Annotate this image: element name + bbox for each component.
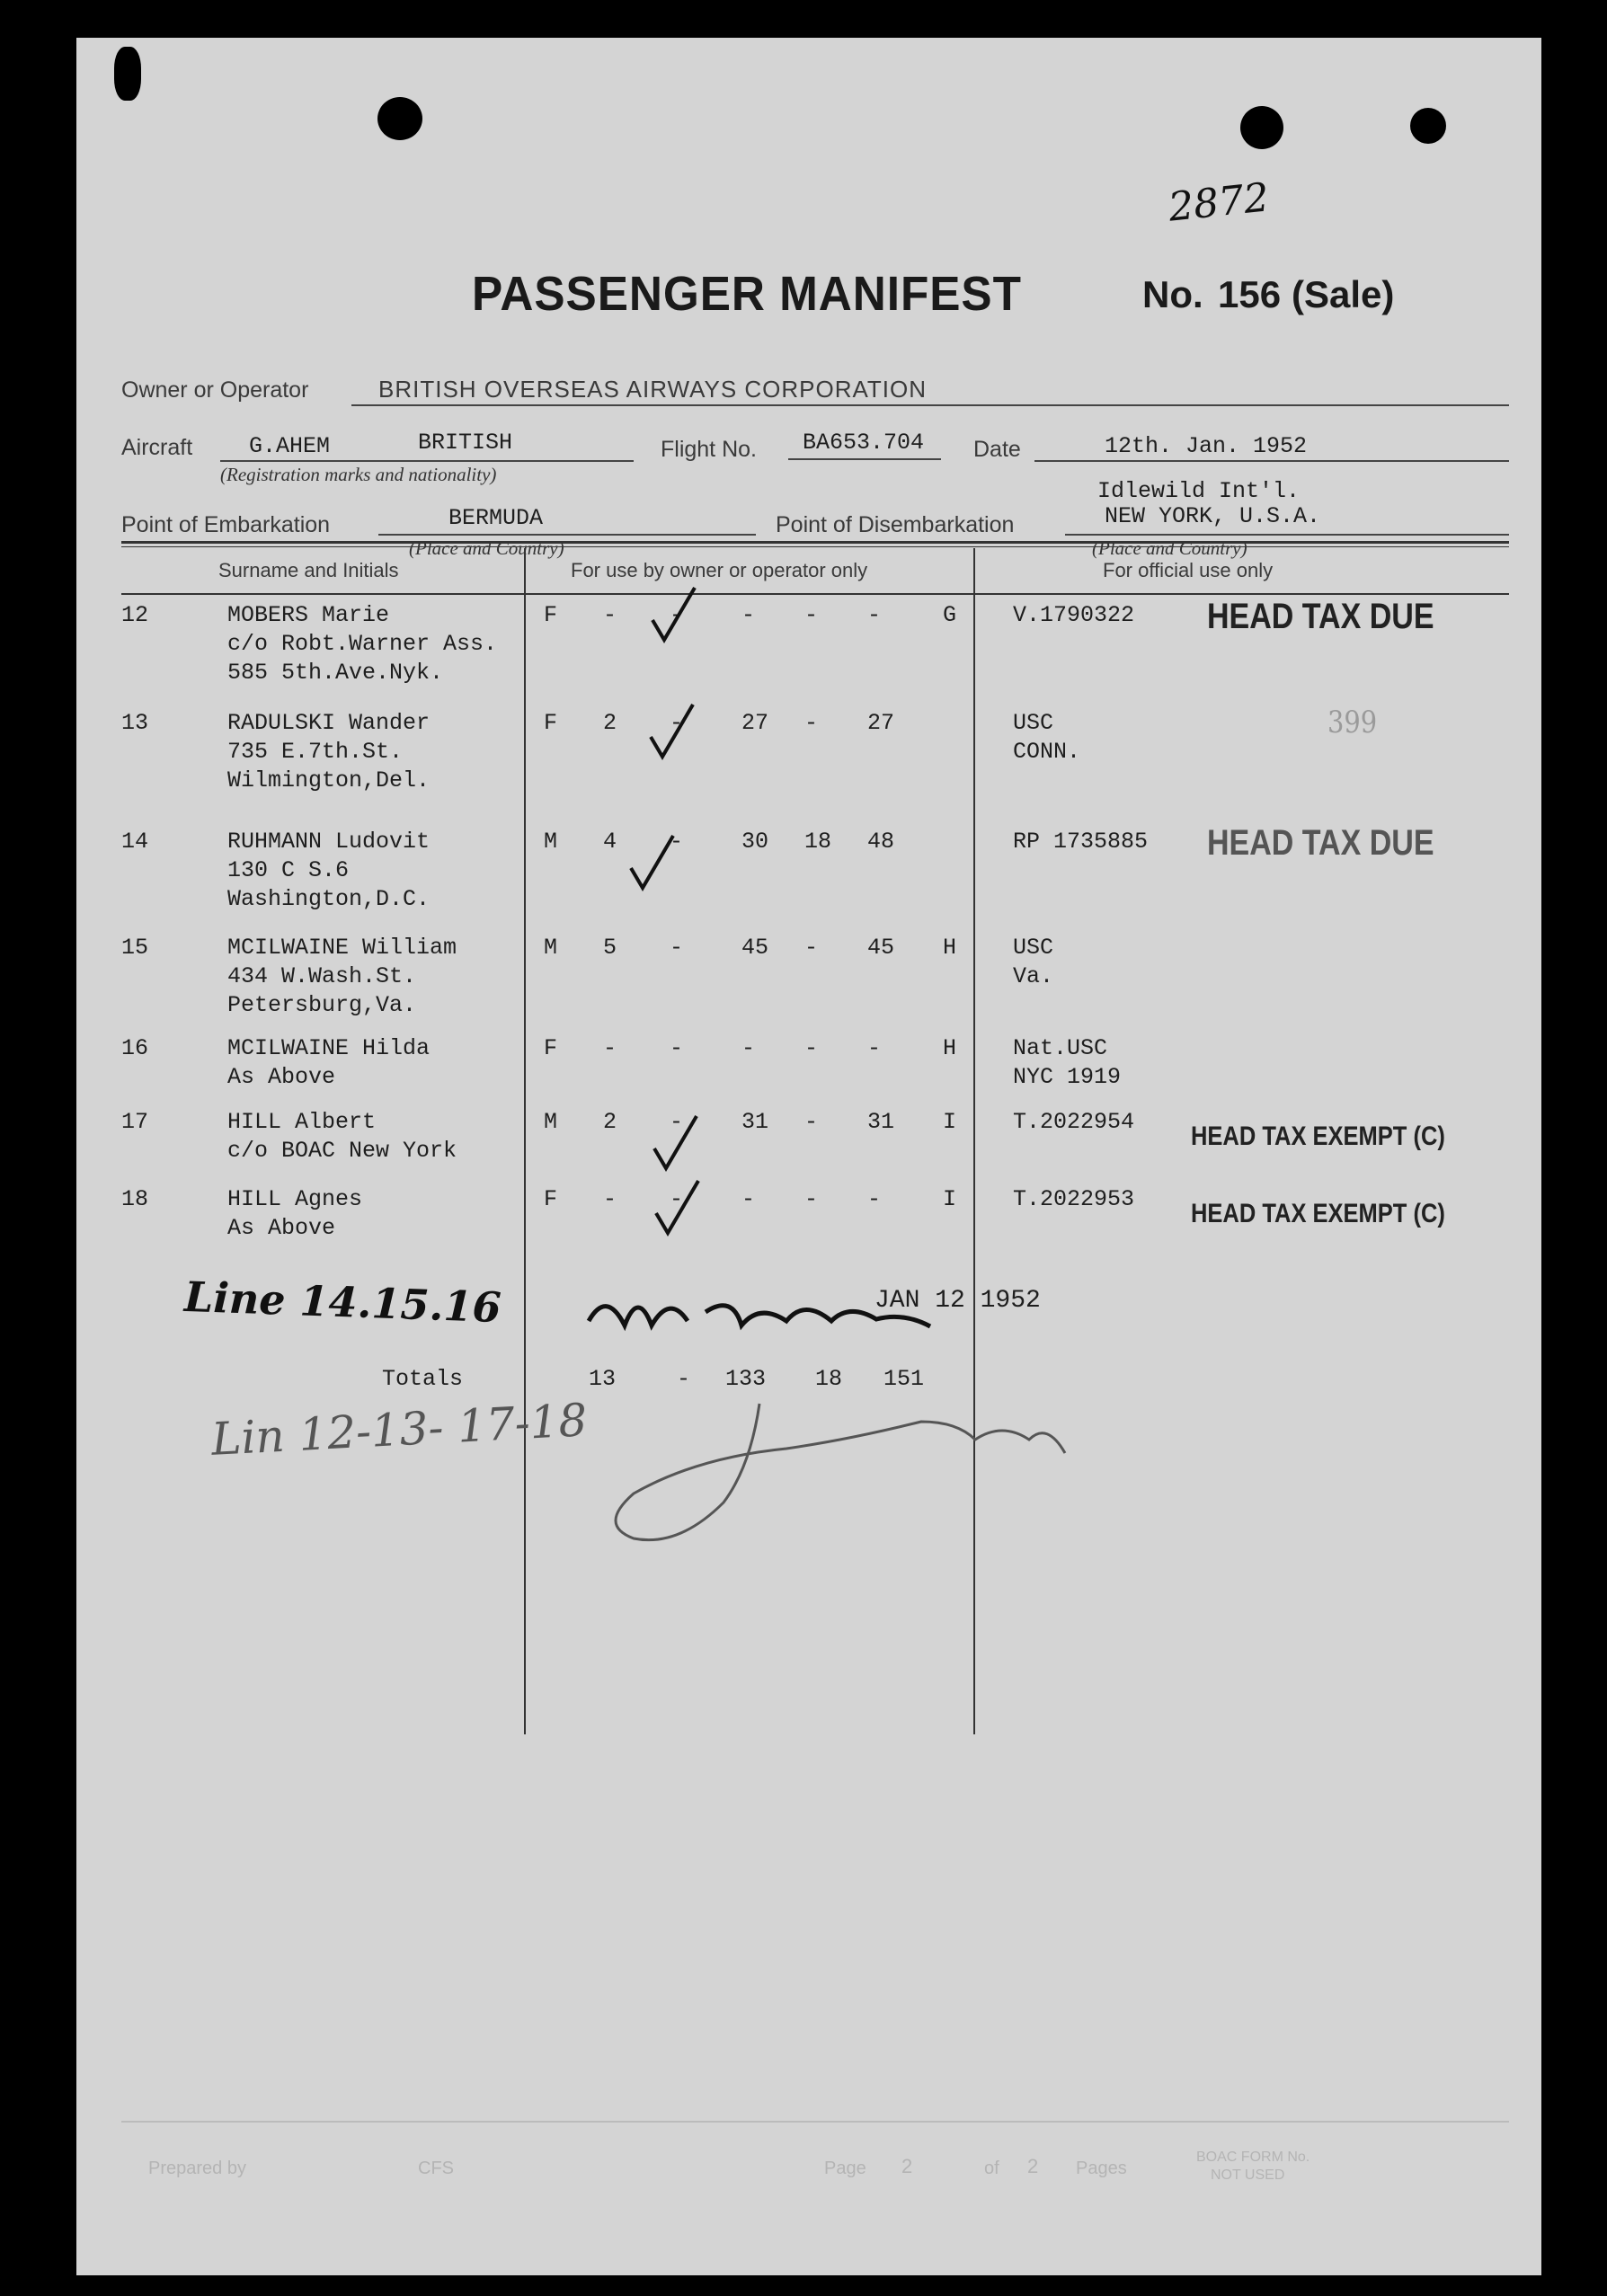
row-13-c-1: 2: [603, 710, 617, 736]
page-label: Page: [824, 2159, 866, 2178]
punch-hole-right: [1240, 106, 1283, 149]
owner-underline: [351, 404, 1509, 406]
row-15-code: H: [943, 935, 957, 961]
row-13-sex: F: [544, 710, 558, 736]
aircraft-underline: [220, 460, 634, 462]
row-15-c-2: -: [670, 935, 684, 961]
row-13-addr-2: Wilmington,Del.: [227, 767, 431, 793]
row-17-c-2: -: [670, 1109, 684, 1135]
row-18-no: 18: [121, 1186, 149, 1212]
row-13-no: 13: [121, 710, 149, 736]
column-header-owner-use: For use by owner or operator only: [571, 559, 868, 581]
aircraft-label: Aircraft: [121, 435, 193, 460]
row-18-c-3: -: [741, 1186, 756, 1212]
row-12-c-2: -: [670, 602, 684, 628]
of-value: 2: [1027, 2155, 1039, 2177]
flight-underline: [788, 458, 941, 460]
check-mark-icon: [626, 832, 680, 895]
row-18-c-2: -: [670, 1186, 684, 1212]
table-header-top-2: [121, 546, 1509, 547]
disembark-value-1: Idlewild Int'l.: [1097, 478, 1301, 504]
row-17-stamp: HEAD TAX EXEMPT (C): [1191, 1121, 1445, 1151]
totals-c5: 151: [883, 1366, 925, 1392]
row-18-addr-1: As Above: [227, 1215, 336, 1241]
row-17-c-5: 31: [867, 1109, 895, 1135]
row-16-code: H: [943, 1035, 957, 1061]
of-label: of: [984, 2159, 999, 2178]
row-15-c-5: 45: [867, 935, 895, 961]
date-underline: [1034, 460, 1509, 462]
row-18-code: I: [943, 1186, 957, 1212]
row-15-sex: M: [544, 935, 558, 961]
row-12-sex: F: [544, 602, 558, 628]
row-12-official-1: V.1790322: [1013, 602, 1135, 628]
row-13-c-4: -: [804, 710, 819, 736]
row-16-official-2: NYC 1919: [1013, 1064, 1122, 1090]
form-note-2: NOT USED: [1211, 2167, 1285, 2183]
row-14-c-5: 48: [867, 829, 895, 855]
row-15-c-4: -: [804, 935, 819, 961]
row-14-official-1: RP 1735885: [1013, 829, 1149, 855]
row-12-code: G: [943, 602, 957, 628]
hand-annotation-line-2: Lin 12-13- 17-18: [209, 1394, 589, 1466]
row-12-addr-2: 585 5th.Ave.Nyk.: [227, 660, 444, 686]
row-13-official-1: USC: [1013, 710, 1054, 736]
row-16-sex: F: [544, 1035, 558, 1061]
row-17-c-3: 31: [741, 1109, 769, 1135]
punch-hole-left-2: [377, 97, 422, 140]
row-14-no: 14: [121, 829, 149, 855]
signature-2: [580, 1368, 1083, 1565]
row-17-sex: M: [544, 1109, 558, 1135]
footer-rule: [121, 2121, 1509, 2123]
table-header-bottom: [121, 593, 1509, 595]
row-14-sex: M: [544, 829, 558, 855]
manifest-no-suffix: (Sale): [1292, 273, 1395, 315]
row-12-name: MOBERS Marie: [227, 602, 390, 628]
hand-annotation-line-1: Line 14.15.16: [183, 1272, 502, 1333]
page-value: 2: [901, 2155, 913, 2177]
flight-value: BA653.704: [803, 430, 925, 456]
row-15-addr-2: Petersburg,Va.: [227, 992, 417, 1018]
row-17-no: 17: [121, 1109, 149, 1135]
punch-hole-right-2: [1410, 108, 1446, 144]
owner-label: Owner or Operator: [121, 377, 309, 403]
row-12-addr-1: c/o Robt.Warner Ass.: [227, 631, 498, 657]
row-17-name: HILL Albert: [227, 1109, 377, 1135]
row-16-official-1: Nat.USC: [1013, 1035, 1108, 1061]
embark-label: Point of Embarkation: [121, 512, 331, 537]
aircraft-note: (Registration marks and nationality): [220, 464, 497, 485]
row-15-c-1: 5: [603, 935, 617, 961]
totals-c4: 18: [815, 1366, 843, 1392]
row-14-stamp: HEAD TAX DUE: [1207, 823, 1434, 863]
embark-note: (Place and Country): [409, 537, 564, 559]
row-17-official-1: T.2022954: [1013, 1109, 1135, 1135]
row-14-c-2: -: [670, 829, 684, 855]
row-12-no: 12: [121, 602, 149, 628]
totals-c2: -: [677, 1366, 691, 1392]
embark-value: BERMUDA: [448, 505, 544, 531]
row-18-c-1: -: [603, 1186, 617, 1212]
row-12-c-3: -: [741, 602, 756, 628]
prepared-by-label: Prepared by: [148, 2159, 246, 2178]
manifest-no-label: No.: [1142, 273, 1203, 315]
row-12-c-1: -: [603, 602, 617, 628]
row-13-stamp: 399: [1327, 705, 1378, 740]
date-label: Date: [973, 437, 1021, 462]
row-15-name: MCILWAINE William: [227, 935, 457, 961]
row-16-name: MCILWAINE Hilda: [227, 1035, 431, 1061]
doc-number: 2872: [1166, 174, 1272, 231]
check-mark-icon: [648, 584, 702, 647]
row-12-c-5: -: [867, 602, 882, 628]
date-value: 12th. Jan. 1952: [1105, 433, 1308, 459]
totals-c1: 13: [589, 1366, 617, 1392]
row-18-stamp: HEAD TAX EXEMPT (C): [1191, 1199, 1445, 1228]
row-16-c-5: -: [867, 1035, 882, 1061]
punch-hole-left: [114, 47, 141, 101]
flight-label: Flight No.: [661, 437, 757, 462]
row-14-c-3: 30: [741, 829, 769, 855]
row-15-c-3: 45: [741, 935, 769, 961]
row-15-official-1: USC: [1013, 935, 1054, 961]
column-header-surname: Surname and Initials: [218, 559, 399, 581]
row-16-c-4: -: [804, 1035, 819, 1061]
row-13-addr-1: 735 E.7th.St.: [227, 739, 404, 765]
row-17-code: I: [943, 1109, 957, 1135]
page-title: PASSENGER MANIFEST: [472, 267, 1022, 321]
aircraft-reg: G.AHEM: [249, 433, 331, 459]
row-12-c-4: -: [804, 602, 819, 628]
totals-c3: 133: [725, 1366, 767, 1392]
row-14-c-4: 18: [804, 829, 832, 855]
row-16-no: 16: [121, 1035, 149, 1061]
form-note-1: BOAC FORM No.: [1196, 2150, 1310, 2165]
row-16-addr-1: As Above: [227, 1064, 336, 1090]
manifest-sheet: [76, 38, 1541, 2275]
row-13-c-5: 27: [867, 710, 895, 736]
row-13-official-2: CONN.: [1013, 739, 1081, 765]
embark-underline: [378, 534, 756, 536]
row-15-official-2: Va.: [1013, 963, 1054, 989]
pages-label: Pages: [1076, 2159, 1127, 2178]
disembark-underline: [1065, 534, 1509, 536]
table-header-top: [121, 541, 1509, 544]
row-16-c-1: -: [603, 1035, 617, 1061]
row-14-name: RUHMANN Ludovit: [227, 829, 431, 855]
row-18-official-1: T.2022953: [1013, 1186, 1135, 1212]
date-stamp: JAN 12 1952: [875, 1287, 1041, 1315]
disembark-note: (Place and Country): [1092, 537, 1247, 559]
check-mark-icon: [650, 1113, 704, 1175]
prepared-by-value: CFS: [418, 2159, 454, 2178]
row-13-c-3: 27: [741, 710, 769, 736]
check-mark-icon: [646, 701, 700, 764]
check-mark-icon: [652, 1177, 706, 1240]
row-13-name: RADULSKI Wander: [227, 710, 431, 736]
row-17-c-4: -: [804, 1109, 819, 1135]
row-17-c-1: 2: [603, 1109, 617, 1135]
row-14-c-1: 4: [603, 829, 617, 855]
disembark-label: Point of Disembarkation: [776, 512, 1015, 537]
row-18-c-5: -: [867, 1186, 882, 1212]
row-17-addr-1: c/o BOAC New York: [227, 1138, 457, 1164]
row-14-addr-1: 130 C S.6: [227, 857, 350, 883]
manifest-no-value: 156: [1218, 273, 1282, 315]
row-15-no: 15: [121, 935, 149, 961]
row-12-stamp: HEAD TAX DUE: [1207, 597, 1434, 636]
owner-value: BRITISH OVERSEAS AIRWAYS CORPORATION: [378, 376, 928, 403]
totals-label: Totals: [382, 1366, 464, 1392]
row-18-c-4: -: [804, 1186, 819, 1212]
column-divider-1: [524, 548, 526, 1734]
disembark-value-2: NEW YORK, U.S.A.: [1105, 503, 1321, 529]
aircraft-nationality: BRITISH: [418, 430, 513, 456]
column-header-official-use: For official use only: [1103, 559, 1274, 581]
row-15-addr-1: 434 W.Wash.St.: [227, 963, 417, 989]
row-14-addr-2: Washington,D.C.: [227, 886, 431, 912]
row-18-name: HILL Agnes: [227, 1186, 363, 1212]
row-13-c-2: -: [670, 710, 684, 736]
row-18-sex: F: [544, 1186, 558, 1212]
row-16-c-2: -: [670, 1035, 684, 1061]
row-16-c-3: -: [741, 1035, 756, 1061]
